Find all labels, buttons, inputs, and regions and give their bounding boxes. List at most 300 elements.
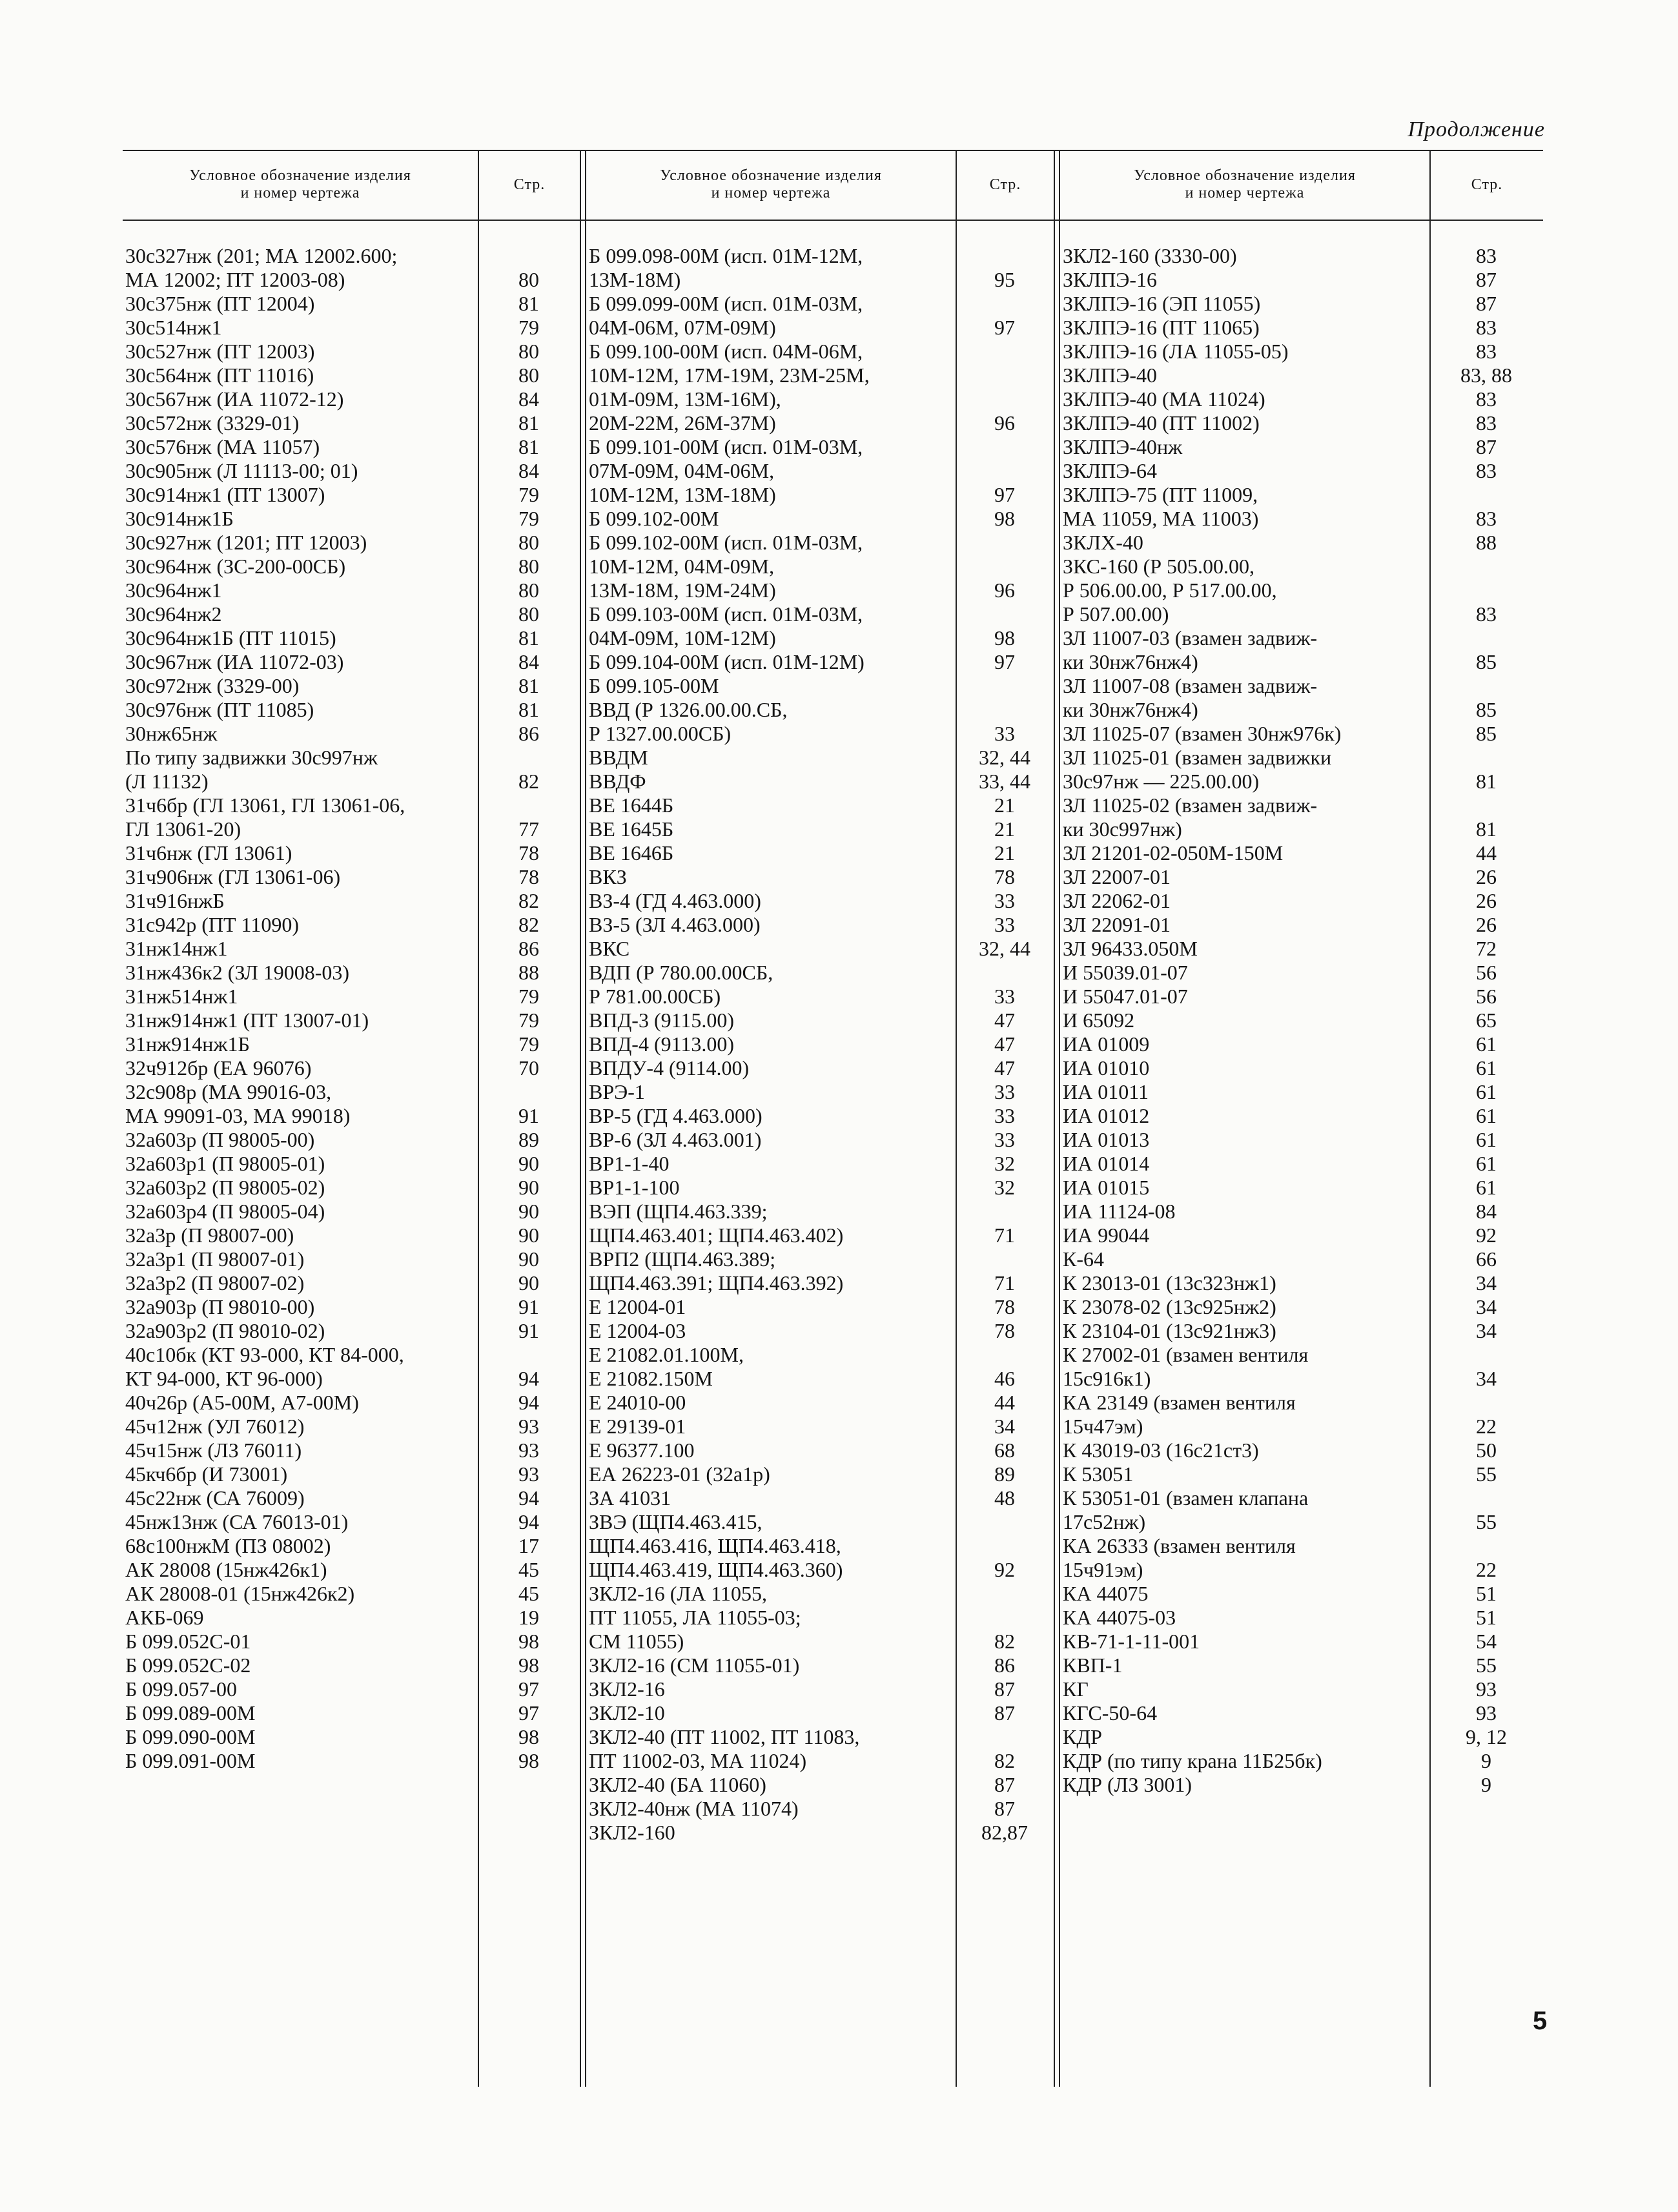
- table-row: [123, 435, 580, 459]
- entry-designation: К-64: [1063, 1247, 1104, 1271]
- table-row: [123, 865, 580, 889]
- column-header-page: Стр.: [513, 176, 546, 193]
- entry-page: 9: [1481, 1749, 1491, 1772]
- entry-designation: 68с100нжМ (ПЗ 08002): [125, 1534, 331, 1557]
- entry-designation: 32а3р1 (П 98007-01): [125, 1247, 305, 1271]
- entry-designation: Е 96377.100: [589, 1439, 695, 1462]
- table-row: [1060, 1701, 1543, 1725]
- entry-page: 44: [1476, 841, 1497, 865]
- entry-page: 17: [518, 1534, 539, 1557]
- column-header-page: Стр.: [989, 176, 1021, 193]
- entry-designation: 45ч15нж (ЛЗ 76011): [125, 1439, 302, 1462]
- entry-designation: 45ч12нж (УЛ 76012): [125, 1415, 305, 1438]
- entry-designation: ЗЛ 11007-08 (взамен задвиж- ки 30нж76нж4): [1063, 674, 1318, 721]
- entry-designation: 45нж13нж (СА 76013-01): [125, 1510, 349, 1533]
- entry-designation: К 53051-01 (взамен клапана 17с52нж): [1063, 1486, 1309, 1533]
- table-row: [586, 1391, 1054, 1415]
- entry-designation: ВВД (Р 1326.00.00.СБ, Р 1327.00.00СБ): [589, 698, 788, 745]
- entry-designation: Б 099.091-00М: [125, 1749, 256, 1772]
- entry-designation: И 65092: [1063, 1009, 1135, 1032]
- entry-designation: 30с914нж1 (ПТ 13007): [125, 483, 325, 506]
- entry-designation: ИА 01009: [1063, 1032, 1150, 1056]
- table-row: [586, 1677, 1054, 1701]
- entry-designation: Е 12004-01: [589, 1295, 686, 1318]
- table-row: [1060, 794, 1543, 841]
- entry-designation: ЗКЛПЭ-40 (МА 11024): [1063, 387, 1265, 411]
- table-row: [123, 1725, 580, 1749]
- table-row: [123, 364, 580, 387]
- table-row: [123, 1534, 580, 1558]
- table-row: [123, 1510, 580, 1534]
- table-row: [1060, 1176, 1543, 1200]
- table-row: [586, 746, 1054, 770]
- table-row: [586, 770, 1054, 794]
- table-row: [123, 1749, 580, 1773]
- entry-page: 93: [518, 1415, 539, 1438]
- entry-page: 22: [1476, 1558, 1497, 1581]
- entry-designation: КДР (ЛЗ 3001): [1063, 1773, 1192, 1796]
- entry-page: 32: [994, 1176, 1015, 1199]
- entry-page: 81: [518, 626, 539, 650]
- table-row: [586, 865, 1054, 889]
- table-row: [1060, 913, 1543, 937]
- table-row: [1060, 1606, 1543, 1630]
- entry-designation: 31ч906нж (ГЛ 13061-06): [125, 865, 341, 888]
- entry-page: 81: [518, 698, 539, 721]
- entry-designation: 40с10бк (КТ 93-000, КТ 84-000, КТ 94-000, КТ 96-000): [125, 1343, 404, 1390]
- entry-page: 61: [1476, 1152, 1497, 1175]
- table-row: [586, 937, 1054, 961]
- entry-designation: ЗКС-160 (Р 505.00.00, Р 506.00.00, Р 517.00.00, Р 507.00.00): [1063, 555, 1277, 626]
- entry-designation: ИА 01015: [1063, 1176, 1150, 1199]
- entry-designation: Б 099.103-00М (исп. 01М-03М, 04М-09М, 10М-12М): [589, 602, 863, 650]
- index-column-3: [1060, 244, 1543, 1797]
- table-row: [1060, 316, 1543, 340]
- entry-page: 88: [1476, 531, 1497, 554]
- entry-page: 51: [1476, 1582, 1497, 1605]
- entry-page: 93: [518, 1462, 539, 1486]
- section-double-divider: [580, 150, 586, 2087]
- table-row: [586, 1797, 1054, 1821]
- entry-page: 87: [1476, 435, 1497, 458]
- entry-page: 97: [994, 316, 1015, 339]
- entry-page: 81: [518, 435, 539, 458]
- entry-designation: ВЭП (ЩП4.463.339; ЩП4.463.401; ЩП4.463.402): [589, 1200, 844, 1247]
- table-row: [586, 1247, 1054, 1295]
- entry-page: 98: [518, 1654, 539, 1677]
- table-row: [586, 913, 1054, 937]
- entry-designation: ЗКЛПЭ-64: [1063, 459, 1157, 482]
- entry-page: 82: [994, 1749, 1015, 1772]
- entry-designation: КА 44075: [1063, 1582, 1149, 1605]
- entry-page: 79: [518, 483, 539, 506]
- entry-page: 90: [518, 1271, 539, 1295]
- entry-page: 89: [518, 1128, 539, 1151]
- table-row: [123, 1176, 580, 1200]
- entry-designation: АК 28008 (15нж426к1): [125, 1558, 327, 1581]
- entry-page: 90: [518, 1247, 539, 1271]
- entry-designation: ЗЛ 22062-01: [1063, 889, 1171, 912]
- entry-page: 61: [1476, 1176, 1497, 1199]
- entry-designation: 45с22нж (СА 76009): [125, 1486, 305, 1510]
- table-row: [586, 244, 1054, 292]
- table-row: [1060, 1439, 1543, 1462]
- entry-page: 80: [518, 340, 539, 363]
- entry-page: 90: [518, 1224, 539, 1247]
- table-row: [123, 555, 580, 579]
- entry-designation: ВВДФ: [589, 770, 646, 793]
- entry-page: 78: [518, 865, 539, 888]
- entry-page: 32, 44: [979, 746, 1030, 769]
- entry-designation: ЗКЛ2-160: [589, 1821, 675, 1844]
- table-row: [1060, 961, 1543, 985]
- entry-page: 33: [994, 1104, 1015, 1127]
- entry-designation: КГ: [1063, 1677, 1089, 1701]
- entry-designation: ВР1-1-40: [589, 1152, 670, 1175]
- entry-page: 77: [518, 817, 539, 841]
- entry-page: 85: [1476, 698, 1497, 721]
- entry-designation: 32а603р1 (П 98005-01): [125, 1152, 325, 1175]
- entry-designation: ЗКЛПЭ-40 (ПТ 11002): [1063, 411, 1260, 435]
- table-row: [1060, 1200, 1543, 1224]
- table-row: [123, 746, 580, 794]
- entry-designation: ЗКЛ2-16 (СМ 11055-01): [589, 1654, 800, 1677]
- entry-page: 47: [994, 1009, 1015, 1032]
- entry-designation: Е 21082.01.100М, Е 21082.150М: [589, 1343, 744, 1390]
- entry-designation: Б 099.102-00М (исп. 01М-03М, 10М-12М, 04М-09М, 13М-18М, 19М-24М): [589, 531, 863, 602]
- table-row: [123, 889, 580, 913]
- table-row: [586, 817, 1054, 841]
- entry-designation: Е 24010-00: [589, 1391, 686, 1414]
- entry-page: 71: [994, 1224, 1015, 1247]
- entry-page: 47: [994, 1032, 1015, 1056]
- table-row: [586, 531, 1054, 602]
- table-row: [1060, 722, 1543, 746]
- table-row: [586, 889, 1054, 913]
- entry-designation: 31нж514нж1: [125, 985, 238, 1008]
- entry-page: 82: [518, 889, 539, 912]
- table-row: [1060, 1486, 1543, 1534]
- table-row: [1060, 1534, 1543, 1582]
- entry-page: 26: [1476, 865, 1497, 888]
- entry-designation: ВЕ 1646Б: [589, 841, 674, 865]
- entry-page: 83: [1476, 602, 1497, 626]
- entry-page: 9: [1481, 1773, 1491, 1796]
- table-row: [123, 1558, 580, 1582]
- entry-page: 33, 44: [979, 770, 1030, 793]
- table-row: [1060, 1224, 1543, 1247]
- entry-page: 85: [1476, 722, 1497, 745]
- table-row: [1060, 555, 1543, 626]
- table-row: [123, 722, 580, 746]
- table-row: [123, 698, 580, 722]
- entry-page: 79: [518, 507, 539, 530]
- entry-page: 96: [994, 579, 1015, 602]
- table-row: [1060, 841, 1543, 865]
- table-row: [586, 1056, 1054, 1080]
- table-row: [123, 1247, 580, 1271]
- entry-page: 97: [518, 1701, 539, 1725]
- entry-designation: К 23078-02 (13с925нж2): [1063, 1295, 1276, 1318]
- table-row: [1060, 937, 1543, 961]
- entry-page: 47: [994, 1056, 1015, 1080]
- entry-designation: К 43019-03 (16с21ст3): [1063, 1439, 1259, 1462]
- entry-designation: ИА 11124-08: [1063, 1200, 1176, 1223]
- entry-page: 79: [518, 1032, 539, 1056]
- entry-designation: ИА 99044: [1063, 1224, 1150, 1247]
- entry-page: 79: [518, 1009, 539, 1032]
- table-row: [123, 1415, 580, 1439]
- table-row: [123, 1152, 580, 1176]
- entry-designation: КА 26333 (взамен вентиля 15ч91эм): [1063, 1534, 1296, 1581]
- table-row: [123, 650, 580, 674]
- entry-designation: ЗКЛПЭ-40: [1063, 364, 1157, 387]
- entry-page: 81: [518, 292, 539, 315]
- table-row: [123, 1701, 580, 1725]
- table-row: [586, 1128, 1054, 1152]
- column-header-page: Стр.: [1471, 176, 1503, 193]
- table-row: [123, 1080, 580, 1128]
- entry-page: 54: [1476, 1630, 1497, 1653]
- entry-designation: 31ч6бр (ГЛ 13061, ГЛ 13061-06, ГЛ 13061-20): [125, 794, 405, 841]
- table-row: [123, 292, 580, 316]
- table-row: [123, 1582, 580, 1606]
- entry-page: 55: [1476, 1510, 1497, 1533]
- entry-page: 97: [994, 650, 1015, 673]
- entry-page: 98: [518, 1630, 539, 1653]
- entry-designation: ИА 01013: [1063, 1128, 1150, 1151]
- table-row: [586, 1462, 1054, 1486]
- table-row: [123, 1486, 580, 1510]
- table-row: [586, 1032, 1054, 1056]
- entry-page: 83: [1476, 459, 1497, 482]
- entry-designation: ЗКЛПЭ-16: [1063, 268, 1157, 291]
- entry-designation: ЗЛ 21201-02-050М-150М: [1063, 841, 1284, 865]
- entry-page: 83: [1476, 411, 1497, 435]
- entry-designation: ВВДМ: [589, 746, 648, 769]
- entry-page: 83, 88: [1460, 364, 1512, 387]
- entry-designation: Б 099.090-00М: [125, 1725, 256, 1748]
- entry-designation: ЗА 41031: [589, 1486, 671, 1510]
- entry-page: 91: [518, 1104, 539, 1127]
- entry-designation: 30с972нж (3329-00): [125, 674, 300, 697]
- table-row: [1060, 865, 1543, 889]
- entry-designation: 32а903р2 (П 98010-02): [125, 1319, 325, 1342]
- entry-designation: ЗЛ 11025-01 (взамен задвижки 30с97нж — 225.00.00): [1063, 746, 1332, 793]
- table-row: [586, 1510, 1054, 1582]
- entry-designation: 32а603р2 (П 98005-02): [125, 1176, 325, 1199]
- entry-page: 48: [994, 1486, 1015, 1510]
- table-row: [1060, 674, 1543, 722]
- entry-page: 93: [518, 1439, 539, 1462]
- entry-page: 56: [1476, 985, 1497, 1008]
- entry-designation: 32а3р (П 98007-00): [125, 1224, 294, 1247]
- entry-page: 83: [1476, 387, 1497, 411]
- table-row: [1060, 459, 1543, 483]
- entry-designation: ЗКЛХ-40: [1063, 531, 1143, 554]
- entry-designation: 30с572нж (3329-01): [125, 411, 300, 435]
- entry-designation: ЗЛ 11025-07 (взамен 30нж976к): [1063, 722, 1342, 745]
- section-double-divider: [1054, 150, 1060, 2087]
- entry-page: 84: [1476, 1200, 1497, 1223]
- entry-designation: 30с976нж (ПТ 11085): [125, 698, 314, 721]
- entry-designation: АК 28008-01 (15нж426к2): [125, 1582, 355, 1605]
- entry-designation: Б 099.057-00: [125, 1677, 238, 1701]
- entry-page: [956, 674, 1054, 698]
- entry-page: 22: [1476, 1415, 1497, 1438]
- entry-page: 55: [1476, 1654, 1497, 1677]
- table-row: [1060, 1104, 1543, 1128]
- entry-page: 88: [518, 961, 539, 984]
- table-row: [123, 1224, 580, 1247]
- entry-page: 92: [1476, 1224, 1497, 1247]
- entry-page: 78: [994, 1295, 1015, 1318]
- entry-designation: ВДП (Р 780.00.00СБ, Р 781.00.00СБ): [589, 961, 773, 1008]
- entry-page: 80: [518, 555, 539, 578]
- table-row: [1060, 1128, 1543, 1152]
- column-header-name: Условное обозначение изделия и номер чертежа: [189, 167, 411, 201]
- entry-page: 93: [1476, 1677, 1497, 1701]
- entry-page: 45: [518, 1582, 539, 1605]
- entry-designation: И 55047.01-07: [1063, 985, 1188, 1008]
- table-row: [1060, 244, 1543, 268]
- entry-designation: ЗЛ 11007-03 (взамен задвиж- ки 30нж76нж4): [1063, 626, 1318, 673]
- table-row: [586, 1821, 1054, 1845]
- entry-page: 65: [1476, 1009, 1497, 1032]
- entry-page: 68: [994, 1439, 1015, 1462]
- entry-page: 78: [994, 1319, 1015, 1342]
- entry-page: 33: [994, 913, 1015, 936]
- table-row: [123, 626, 580, 650]
- table-row: [1060, 1080, 1543, 1104]
- entry-designation: К 23104-01 (13с921нж3): [1063, 1319, 1276, 1342]
- table-row: [123, 602, 580, 626]
- table-row: [123, 1056, 580, 1080]
- entry-page: 80: [518, 531, 539, 554]
- entry-page: 80: [518, 364, 539, 387]
- entry-page: 34: [1476, 1367, 1497, 1390]
- table-row: [123, 1606, 580, 1630]
- table-row: [1060, 364, 1543, 387]
- entry-designation: Б 099.052С-01: [125, 1630, 251, 1653]
- table-row: [123, 1630, 580, 1654]
- entry-page: 78: [994, 865, 1015, 888]
- entry-designation: ЗКЛПЭ-40нж: [1063, 435, 1183, 458]
- entry-designation: 30с514нж1: [125, 316, 222, 339]
- table-row: [1060, 1271, 1543, 1295]
- table-row: [123, 985, 580, 1009]
- table-row: [123, 316, 580, 340]
- entry-designation: ЗКЛ2-40 (ПТ 11002, ПТ 11083, ПТ 11002-03, МА 11024): [589, 1725, 860, 1772]
- table-row: [1060, 1032, 1543, 1056]
- entry-designation: ИА 01011: [1063, 1080, 1149, 1103]
- entry-designation: 30с527нж (ПТ 12003): [125, 340, 315, 363]
- entry-designation: ВРЭ-1: [589, 1080, 645, 1103]
- table-row: [123, 244, 580, 292]
- table-row: [123, 411, 580, 435]
- table-row: [123, 913, 580, 937]
- table-row: [586, 292, 1054, 340]
- entry-page: 87: [1476, 268, 1497, 291]
- entry-page: 84: [518, 387, 539, 411]
- table-row: [1060, 1773, 1543, 1797]
- entry-page: 94: [518, 1391, 539, 1414]
- entry-page: 79: [518, 316, 539, 339]
- entry-page: 34: [1476, 1319, 1497, 1342]
- entry-designation: КА 23149 (взамен вентиля 15ч47эм): [1063, 1391, 1296, 1438]
- index-column-2: [586, 244, 1054, 1845]
- entry-page: 61: [1476, 1128, 1497, 1151]
- entry-designation: КДР (по типу крана 11Б25бк): [1063, 1749, 1322, 1772]
- entry-page: 87: [994, 1797, 1015, 1820]
- table-row: [1060, 340, 1543, 364]
- entry-page: 98: [994, 507, 1015, 530]
- table-row: [586, 1725, 1054, 1773]
- entry-page: 81: [518, 674, 539, 697]
- entry-page: 32, 44: [979, 937, 1030, 960]
- entry-designation: ЗКЛ2-40нж (МА 11074): [589, 1797, 799, 1820]
- entry-page: 87: [994, 1773, 1015, 1796]
- page-number: 5: [1533, 2007, 1548, 2035]
- entry-designation: ЗКЛПЭ-16 (ЭП 11055): [1063, 292, 1261, 315]
- table-row: [123, 1677, 580, 1701]
- entry-designation: ЗЛ 22007-01: [1063, 865, 1171, 888]
- table-row: [123, 1462, 580, 1486]
- entry-page: 44: [994, 1391, 1015, 1414]
- table-row: [1060, 1247, 1543, 1271]
- table-row: [123, 1319, 580, 1343]
- entry-page: 61: [1476, 1080, 1497, 1103]
- table-row: [1060, 1654, 1543, 1677]
- entry-designation: 31ч6нж (ГЛ 13061): [125, 841, 292, 865]
- entry-designation: Б 099.099-00М (исп. 01М-03М, 04М-06М, 07М-09М): [589, 292, 863, 339]
- entry-designation: Б 099.105-00М: [589, 674, 719, 697]
- entry-designation: 45кч6бр (И 73001): [125, 1462, 288, 1486]
- table-row: [123, 1200, 580, 1224]
- entry-designation: ВР-5 (ГД 4.463.000): [589, 1104, 762, 1127]
- table-row: [586, 1200, 1054, 1247]
- entry-designation: 30с964нж1: [125, 579, 222, 602]
- entry-page: 66: [1476, 1247, 1497, 1271]
- entry-designation: 30с327нж (201; МА 12002.600; МА 12002; ПТ 12003-08): [125, 244, 398, 291]
- entry-designation: ВРП2 (ЩП4.463.389; ЩП4.463.391; ЩП4.463.392): [589, 1247, 844, 1295]
- entry-designation: Е 12004-03: [589, 1319, 686, 1342]
- entry-page: 94: [518, 1486, 539, 1510]
- entry-page: 86: [518, 937, 539, 960]
- table-row: [1060, 1462, 1543, 1486]
- entry-page: 50: [1476, 1439, 1497, 1462]
- table-row: [1060, 1630, 1543, 1654]
- entry-designation: Б 099.104-00М (исп. 01М-12М): [589, 650, 865, 673]
- table-row: [586, 1415, 1054, 1439]
- table-row: [123, 1271, 580, 1295]
- table-row: [586, 1104, 1054, 1128]
- entry-designation: 30с964нж2: [125, 602, 222, 626]
- entry-page: 87: [1476, 292, 1497, 315]
- entry-page: 93: [1476, 1701, 1497, 1725]
- table-row: [586, 1176, 1054, 1200]
- entry-page: 81: [518, 411, 539, 435]
- column-header-name: Условное обозначение изделия и номер чертежа: [1134, 167, 1356, 201]
- entry-designation: ВПДУ-4 (9114.00): [589, 1056, 750, 1080]
- entry-page: 92: [994, 1558, 1015, 1581]
- entry-page: 80: [518, 268, 539, 291]
- table-row: [123, 1128, 580, 1152]
- entry-designation: Б 099.052С-02: [125, 1654, 251, 1677]
- entry-page: 80: [518, 602, 539, 626]
- table-row: [586, 1080, 1054, 1104]
- entry-page: 81: [1476, 817, 1497, 841]
